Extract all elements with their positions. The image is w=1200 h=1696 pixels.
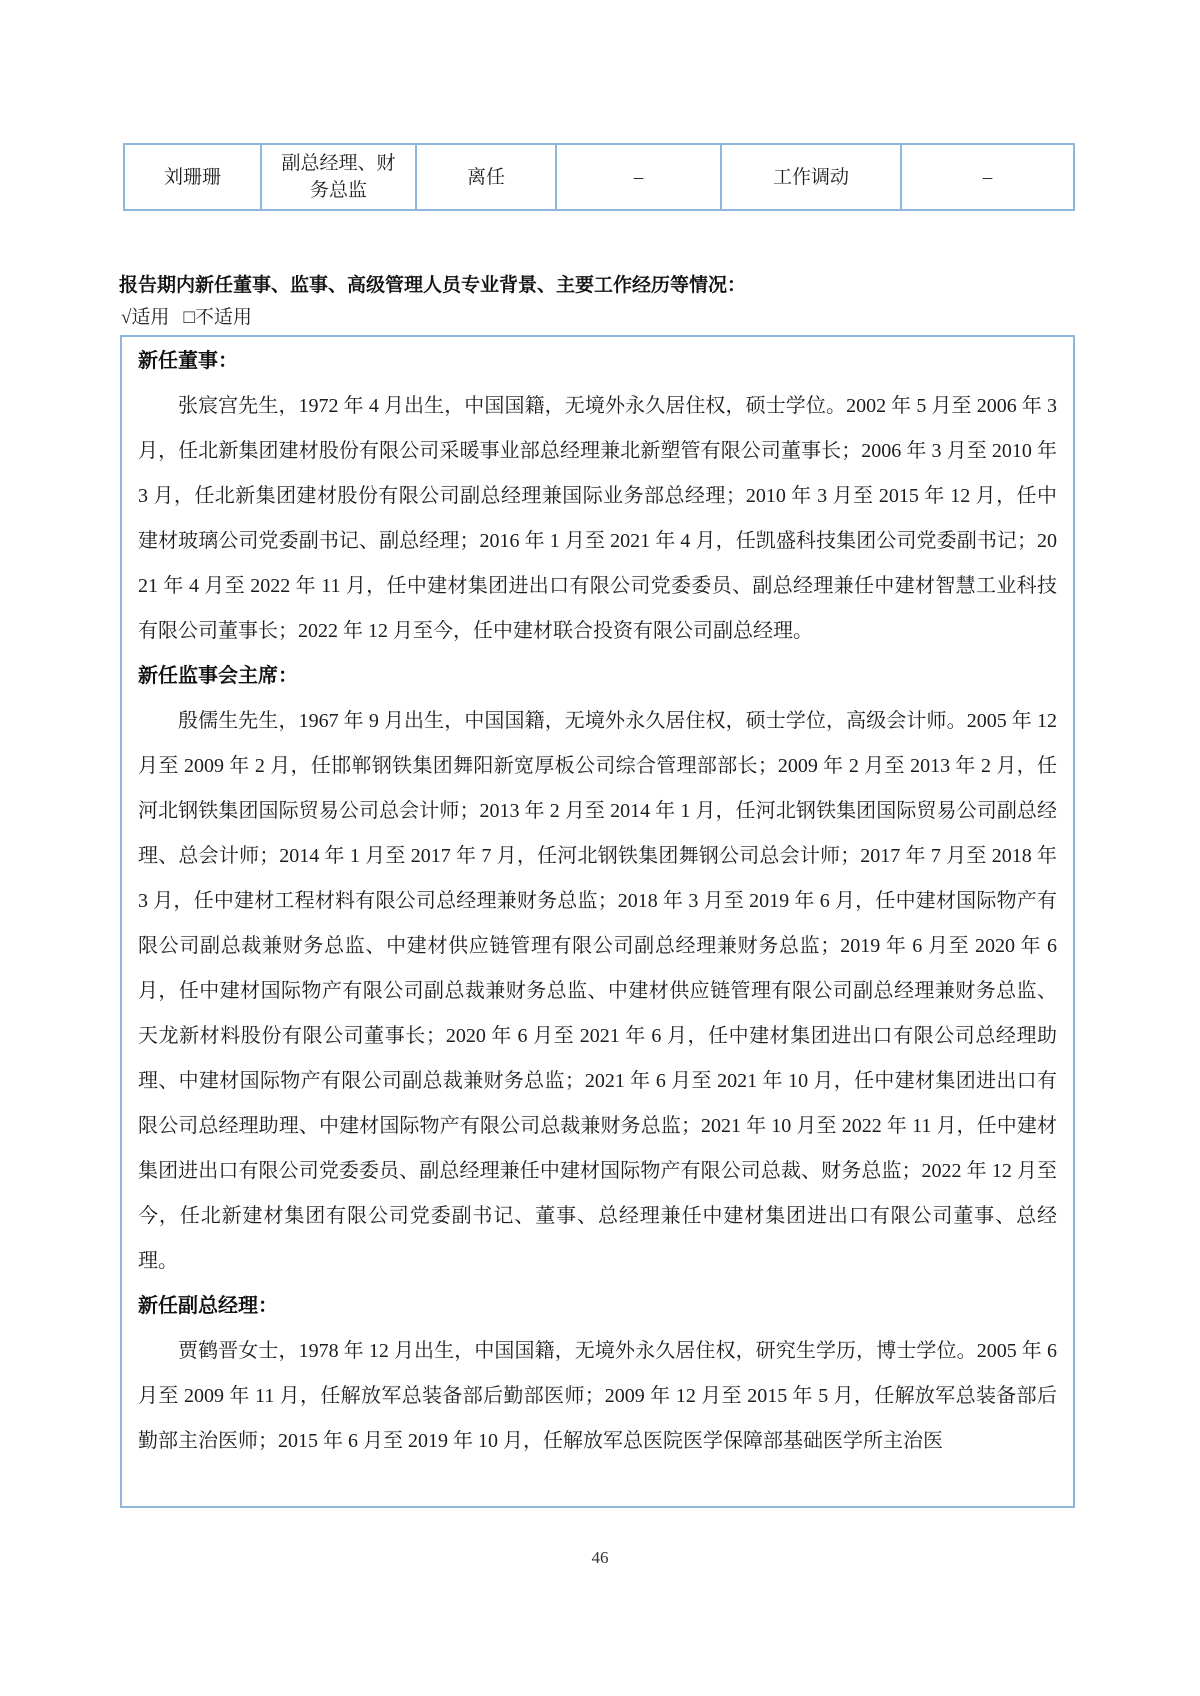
biography-box bbox=[120, 335, 1075, 1508]
personnel-change-table bbox=[123, 143, 1075, 211]
cell-name: 刘珊珊 bbox=[124, 144, 261, 210]
section-heading: 报告期内新任董事、监事、高级管理人员专业背景、主要工作经历等情况： bbox=[119, 275, 747, 296]
cell-change-type: 离任 bbox=[416, 144, 556, 210]
bio-paragraph-new-supervisory-chairman: 殷儒生先生，1967 年 9 月出生，中国国籍，无境外永久居住权，硕士学位，高级会计师。2005 年 12 月至 2009 年 2 月，任邯郸钢铁集团舞阳新宽厚板公司综合管理部部长；2009 年 2 月至 2013 年 2 月，任河北钢铁集团国际贸易公司总会计师；2013 年 2 月至 2014 年 1 月，任河北钢铁集团国际贸易公司副总经理、总会计师；2014 年 1 月至 2017 年 7 月，任河北钢铁集团舞钢公司总会计师；2017 年 7 月至 2018 年 3 月，任中建材工程材料有限公司总经理兼财务总监；2018 年 3 月至 2019 年 6 月，任中建材国际物产有限公司副总裁兼财务总监、中建材供应链管理有限公司副总经理兼财务总监；2019 年 6 月至 2020 年 6 月，任中建材国际物产有限公司副总裁兼财务总监、中建材供应链管理有限公司副总经理兼财务总监、天龙新材料股份有限公司董事长；2020 年 6 月至 2021 年 6 月，任中建材集团进出口有限公司总经理助理、中建材国际物产有限公司副总裁兼财务总监；2021 年 6 月至 2021 年 10 月，任中建材集团进出口有限公司总经理助理、中建材国际物产有限公司总裁兼财务总监；2021 年 10 月至 2022 年 11 月，任中建材集团进出口有限公司党委委员、副总经理兼任中建材国际物产有限公司总裁、财务总监；2022 年 12 月至今，任北新建材集团有限公司党委副书记、董事、总经理兼任中建材集团进出口有限公司董事、总经理。 bbox=[138, 710, 1057, 1272]
bio-title-new-deputy-gm: 新任副总经理： bbox=[138, 1295, 278, 1317]
cell-blank-1: – bbox=[556, 144, 721, 210]
applicable-option: √适用 bbox=[121, 307, 170, 328]
bio-title-new-supervisory-chairman: 新任监事会主席： bbox=[138, 665, 298, 687]
bio-title-new-director: 新任董事： bbox=[138, 350, 238, 372]
table-row bbox=[124, 144, 1074, 210]
page-number: 46 bbox=[591, 1548, 609, 1567]
cell-blank-2: – bbox=[901, 144, 1074, 210]
not-applicable-option: □不适用 bbox=[183, 307, 252, 328]
bio-paragraph-new-director: 张宸宫先生，1972 年 4 月出生，中国国籍，无境外永久居住权，硕士学位。2002 年 5 月至 2006 年 3 月，任北新集团建材股份有限公司采暖事业部总经理兼北新塑管有限公司董事长；2006 年 3 月至 2010 年 3 月，任北新集团建材股份有限公司副总经理兼国际业务部总经理；2010 年 3 月至 2015 年 12 月，任中建材玻璃公司党委副书记、副总经理；2016 年 1 月至 2021 年 4 月，任凯盛科技集团公司党委副书记；2021 年 4 月至 2022 年 11 月，任中建材集团进出口有限公司党委委员、副总经理兼任中建材智慧工业科技有限公司董事长；2022 年 12 月至今，任中建材联合投资有限公司副总经理。 bbox=[138, 395, 1057, 642]
applicability-line bbox=[121, 305, 266, 331]
bio-paragraph-new-deputy-gm: 贾鹤晋女士，1978 年 12 月出生，中国国籍，无境外永久居住权，研究生学历，博士学位。2005 年 6 月至 2009 年 11 月，任解放军总装备部后勤部医师；2009 年 12 月至 2015 年 5 月，任解放军总装备部后勤部主治医师；2015 年 6 月至 2019 年 10 月，任解放军总医院医学保障部基础医学所主治医 bbox=[138, 1340, 1057, 1452]
cell-position: 副总经理、财务总监 bbox=[261, 144, 416, 210]
cell-reason: 工作调动 bbox=[721, 144, 901, 210]
